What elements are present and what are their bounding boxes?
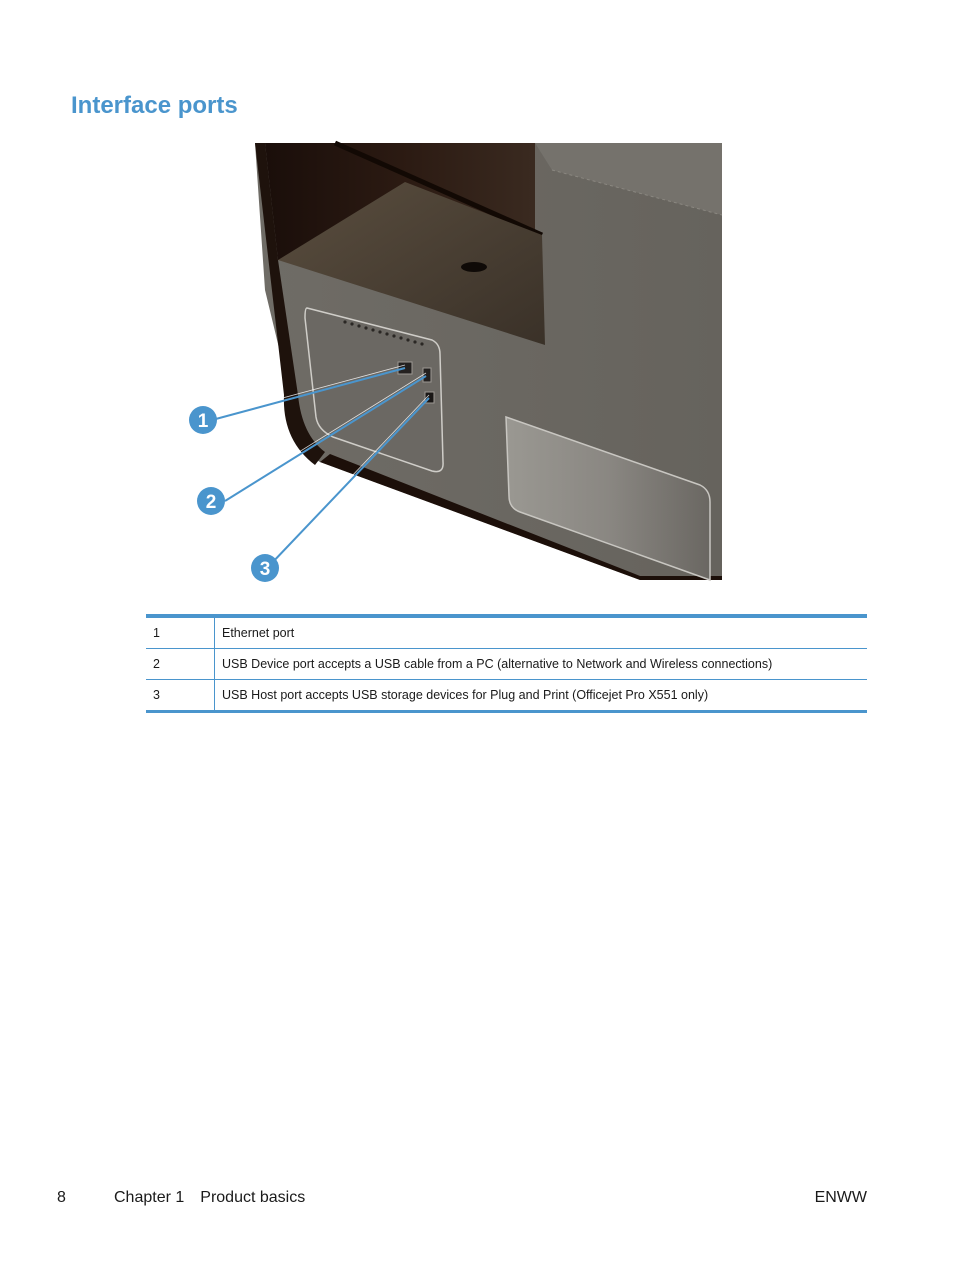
row-description: USB Device port accepts a USB cable from a PC (alternative to Network and Wireless connections) xyxy=(215,649,868,680)
row-number: 2 xyxy=(146,649,215,680)
row-number: 1 xyxy=(146,616,215,649)
callout-badge-2 xyxy=(197,487,225,515)
interface-ports-table xyxy=(146,614,867,713)
table-row xyxy=(146,680,867,712)
callout-label-2: 2 xyxy=(205,492,217,513)
callout-badge-3 xyxy=(251,554,279,582)
callout-label-1: 1 xyxy=(197,411,209,432)
printer-rear-drawing xyxy=(170,140,730,585)
printer-rear-illustration xyxy=(170,140,730,585)
chapter-title: Product basics xyxy=(200,1189,306,1206)
row-description: USB Host port accepts USB storage devices for Plug and Print (Officejet Pro X551 only) xyxy=(222,688,709,702)
callout-label-3: 3 xyxy=(259,559,271,580)
row-description: Ethernet port xyxy=(215,616,868,649)
section-title: Interface ports xyxy=(71,92,238,119)
locale-code: ENWW xyxy=(814,1189,867,1206)
table-row xyxy=(146,616,867,649)
callout-badge-1 xyxy=(189,406,217,434)
chapter-reference xyxy=(114,1189,305,1207)
row-number: 3 xyxy=(146,680,215,712)
page-number: 8 xyxy=(57,1189,66,1206)
table-row xyxy=(146,649,867,680)
chapter-label: Chapter 1 xyxy=(114,1189,185,1206)
